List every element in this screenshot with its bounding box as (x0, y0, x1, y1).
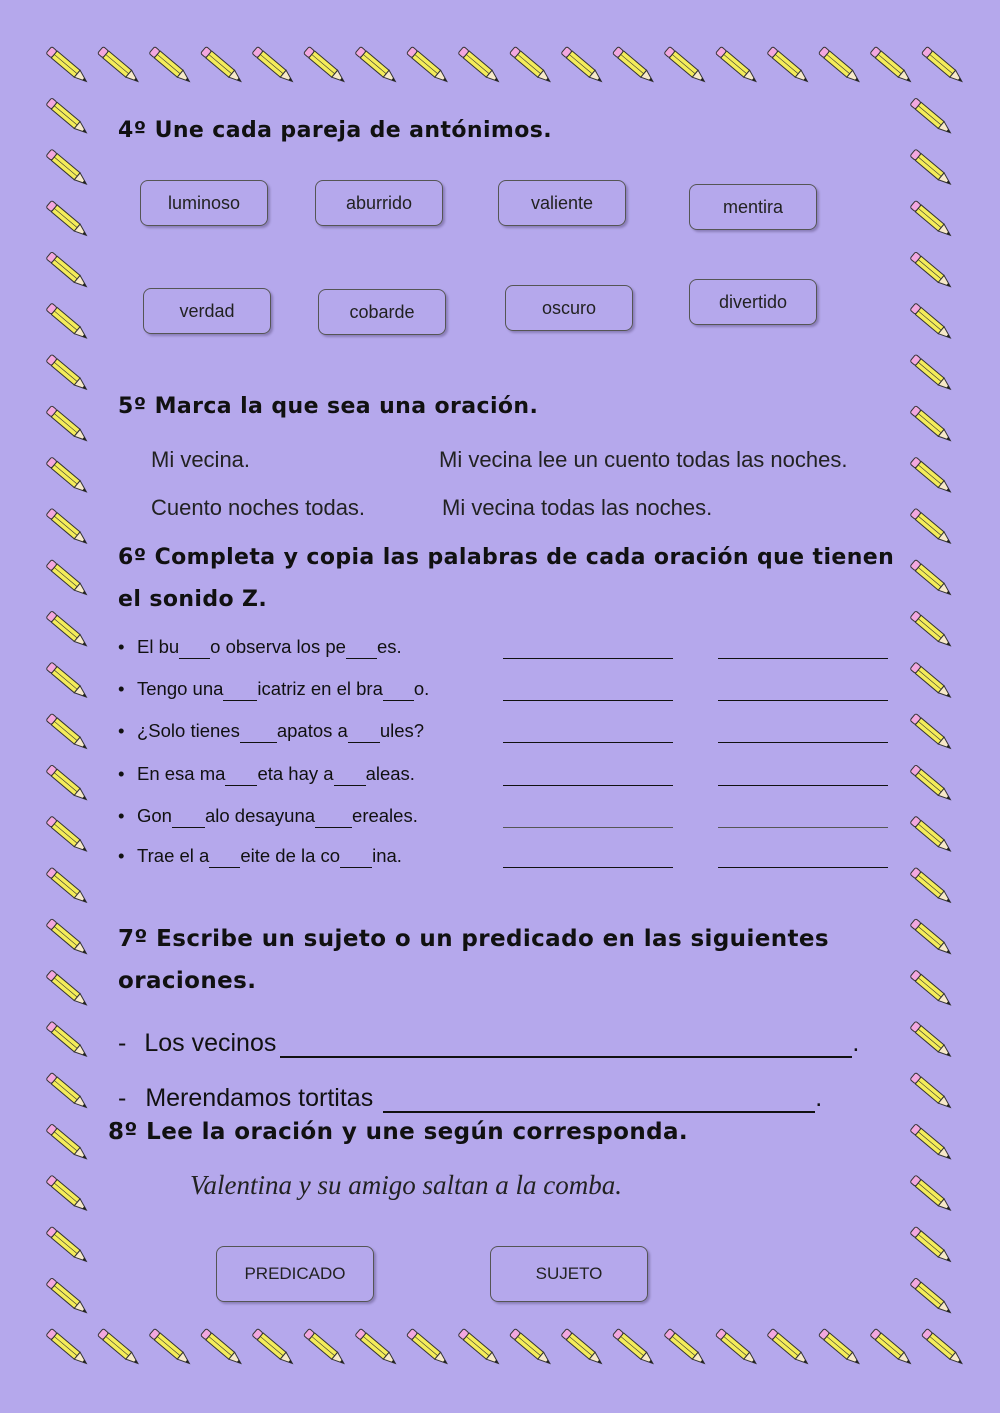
pencil-icon (818, 46, 861, 84)
pencil-icon (715, 46, 758, 84)
word-box-aburrido[interactable]: aburrido (315, 180, 443, 226)
answer-line[interactable] (503, 718, 673, 743)
pencil-icon (910, 252, 953, 290)
word-box-divertido[interactable]: divertido (689, 279, 817, 325)
pencil-icon (910, 662, 953, 700)
pencil-icon (46, 662, 89, 700)
gap-input[interactable] (340, 849, 372, 868)
pencil-icon (921, 1328, 964, 1366)
ex7-title-line2: oraciones. (118, 968, 257, 994)
pencil-icon (910, 816, 953, 854)
pencil-icon (910, 1021, 953, 1059)
row-text: ina. (372, 845, 402, 866)
word-box-mentira[interactable]: mentira (689, 184, 817, 230)
pencil-icon (910, 457, 953, 495)
gap-input[interactable] (179, 640, 210, 659)
pencil-icon (910, 149, 953, 187)
sentence-option-1[interactable]: Mi vecina. (151, 447, 251, 472)
pencil-icon (910, 1278, 953, 1316)
pencil-icon (200, 46, 243, 84)
ex8-title: 8º Lee la oración y une según corresponda. (108, 1119, 689, 1145)
gap-input[interactable] (172, 809, 205, 828)
pencil-icon (910, 867, 953, 905)
row-text: En esa ma (137, 763, 226, 784)
gap-input[interactable] (315, 809, 352, 828)
gap-input[interactable] (346, 640, 377, 659)
answer-line[interactable] (718, 718, 888, 743)
pencil-icon (910, 1124, 953, 1162)
word-box-luminoso[interactable]: luminoso (140, 180, 268, 226)
pencil-icon (910, 919, 953, 957)
bullet: • (118, 805, 125, 826)
gap-input[interactable] (223, 682, 257, 701)
row-text: Tengo una (137, 678, 224, 699)
word-box-cobarde[interactable]: cobarde (318, 289, 446, 335)
pencil-icon (46, 406, 89, 444)
sentence-option-3[interactable]: Cuento noches todas. (151, 495, 366, 520)
bullet: • (118, 678, 125, 699)
pencil-icon (46, 149, 89, 187)
gap-input[interactable] (209, 849, 240, 868)
answer-line[interactable] (503, 803, 673, 828)
pencil-icon (46, 816, 89, 854)
gap-input[interactable] (334, 767, 366, 786)
row-text: Gon (137, 805, 172, 826)
pencil-icon (612, 46, 655, 84)
gap-input[interactable] (348, 724, 380, 743)
row-text: icatriz en el bra (257, 678, 383, 699)
end-mark: . (815, 1084, 823, 1112)
pencil-icon (46, 1226, 89, 1264)
pencil-icon (767, 1328, 810, 1366)
pencil-icon (458, 1328, 501, 1366)
pencil-icon (910, 508, 953, 546)
row-text: ¿Solo tienes (137, 720, 240, 741)
pencil-icon (767, 46, 810, 84)
pencil-icon (664, 1328, 707, 1366)
pencil-icon (46, 200, 89, 238)
row-text: apatos a (276, 720, 348, 741)
option-box-predicado[interactable]: PREDICADO (216, 1246, 374, 1302)
line-prefix: Merendamos tortitas (145, 1084, 374, 1112)
pencil-icon (303, 1328, 346, 1366)
pencil-icon (46, 46, 89, 84)
pencil-icon (46, 1175, 89, 1213)
pencil-icon (406, 46, 449, 84)
pencil-icon (46, 970, 89, 1008)
row-text: Trae el a (137, 845, 210, 866)
pencil-icon (910, 200, 953, 238)
pencil-icon (46, 98, 89, 136)
row-text: El bu (137, 636, 180, 657)
bullet: • (118, 845, 125, 866)
row-text: aleas. (365, 763, 415, 784)
pencil-icon (910, 303, 953, 341)
pencil-icon (46, 867, 89, 905)
row-text: ules? (379, 720, 425, 741)
sentence-option-2[interactable]: Mi vecina lee un cuento todas las noches. (439, 447, 848, 472)
dash: - (118, 1084, 127, 1112)
row-text: eite de la co (240, 845, 341, 866)
option-box-sujeto[interactable]: SUJETO (490, 1246, 648, 1302)
row-text: eta hay a (257, 763, 334, 784)
gap-input[interactable] (383, 682, 414, 701)
pencil-icon (561, 1328, 604, 1366)
pencil-icon (910, 406, 953, 444)
pencil-icon (910, 559, 953, 597)
predicate-line-1 (118, 1022, 859, 1058)
pencil-icon (910, 1072, 953, 1110)
pencil-icon (46, 765, 89, 803)
pencil-icon (149, 1328, 192, 1366)
answer-line[interactable] (718, 676, 888, 701)
pencil-icon (149, 46, 192, 84)
word-box-verdad[interactable]: verdad (143, 288, 271, 334)
row-text: alo desayuna (204, 805, 316, 826)
pencil-icon (355, 1328, 398, 1366)
pencil-icon (252, 46, 295, 84)
pencil-icon (303, 46, 346, 84)
z-row-5 (118, 803, 898, 833)
line-prefix: Los vecinos (144, 1029, 277, 1057)
write-line[interactable] (280, 1028, 852, 1058)
pencil-icon (910, 713, 953, 751)
ex5-title: 5º Marca la que sea una oración. (118, 394, 539, 419)
ex4-title: 4º Une cada pareja de antónimos. (118, 118, 552, 143)
pencil-icon (46, 1278, 89, 1316)
dash: - (118, 1029, 127, 1057)
pencil-icon (406, 1328, 449, 1366)
z-row-1 (118, 634, 898, 664)
word-box-valiente[interactable]: valiente (498, 180, 626, 226)
pencil-icon (509, 46, 552, 84)
z-row-3 (118, 718, 898, 748)
pencil-icon (818, 1328, 861, 1366)
end-mark: . (852, 1029, 860, 1057)
pencil-icon (46, 1328, 89, 1366)
ex6-title-line1: 6º Completa y copia las palabras de cada oración que tienen (118, 545, 895, 570)
pencil-icon (46, 508, 89, 546)
pencil-icon (458, 46, 501, 84)
answer-line[interactable] (503, 676, 673, 701)
bullet: • (118, 763, 125, 784)
pencil-icon (910, 1226, 953, 1264)
pencil-icon (664, 46, 707, 84)
pencil-icon (355, 46, 398, 84)
sentence-option-4[interactable]: Mi vecina todas las noches. (442, 495, 713, 520)
pencil-icon (46, 354, 89, 392)
row-text: ereales. (352, 805, 418, 826)
write-line[interactable] (383, 1083, 815, 1113)
pencil-icon (870, 1328, 913, 1366)
ex6-title-line2: el sonido Z. (118, 587, 268, 612)
answer-line[interactable] (718, 803, 888, 828)
pencil-icon (870, 46, 913, 84)
pencil-icon (561, 46, 604, 84)
bullet: • (118, 636, 125, 657)
predicate-line-2 (118, 1077, 822, 1113)
answer-line[interactable] (718, 843, 888, 868)
pencil-icon (200, 1328, 243, 1366)
answer-line[interactable] (718, 761, 888, 786)
row-text: es. (376, 636, 402, 657)
pencil-icon (46, 252, 89, 290)
pencil-icon (509, 1328, 552, 1366)
z-row-2 (118, 676, 898, 706)
pencil-icon (921, 46, 964, 84)
pencil-icon (910, 1175, 953, 1213)
answer-line[interactable] (718, 634, 888, 659)
pencil-icon (46, 457, 89, 495)
gap-input[interactable] (240, 724, 277, 743)
pencil-icon (910, 98, 953, 136)
pencil-icon (97, 1328, 140, 1366)
pencil-icon (715, 1328, 758, 1366)
pencil-icon (46, 919, 89, 957)
pencil-icon (97, 46, 140, 84)
pencil-icon (46, 1124, 89, 1162)
pencil-icon (910, 354, 953, 392)
pencil-icon (252, 1328, 295, 1366)
answer-line[interactable] (503, 843, 673, 868)
pencil-icon (46, 559, 89, 597)
z-row-4 (118, 761, 898, 791)
gap-input[interactable] (225, 767, 257, 786)
pencil-icon (910, 611, 953, 649)
pencil-icon (46, 1072, 89, 1110)
pencil-icon (46, 303, 89, 341)
ex7-title-line1: 7º Escribe un sujeto o un predicado en las siguientes (118, 926, 829, 952)
bullet: • (118, 720, 125, 741)
pencil-icon (910, 765, 953, 803)
answer-line[interactable] (503, 634, 673, 659)
pencil-icon (612, 1328, 655, 1366)
row-text: o. (413, 678, 430, 699)
z-row-6 (118, 843, 898, 873)
answer-line[interactable] (503, 761, 673, 786)
pencil-icon (910, 970, 953, 1008)
word-box-oscuro[interactable]: oscuro (505, 285, 633, 331)
ex8-sentence: Valentina y su amigo saltan a la comba. (190, 1170, 622, 1200)
row-text: o observa los pe (210, 636, 346, 657)
pencil-icon (46, 611, 89, 649)
pencil-icon (46, 713, 89, 751)
pencil-icon (46, 1021, 89, 1059)
